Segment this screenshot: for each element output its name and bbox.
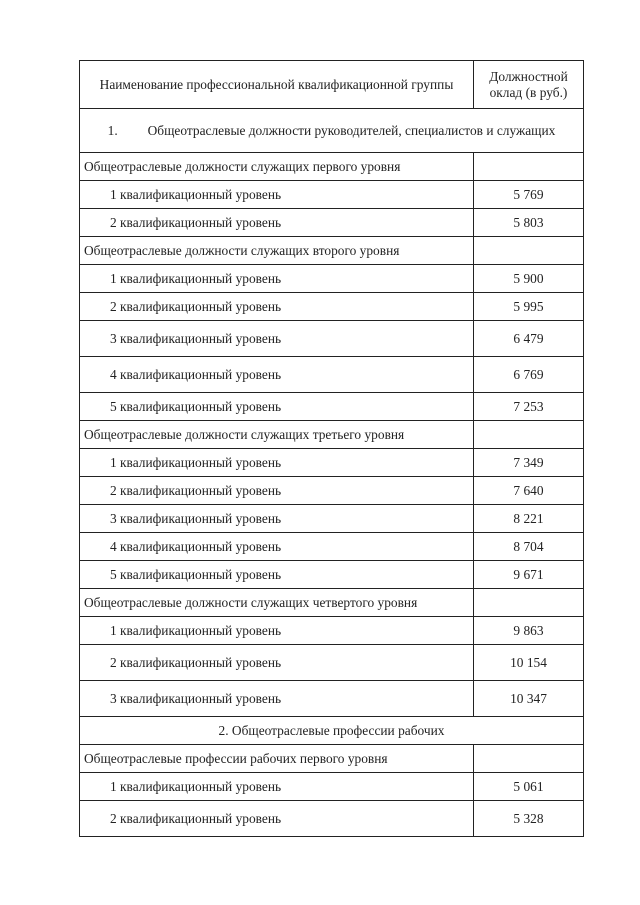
table-row <box>80 357 584 393</box>
table-row <box>80 181 584 209</box>
level-salary: 6 769 <box>474 357 584 393</box>
section-title-text: Общеотраслевые должности руководителей, специалистов и служащих <box>147 122 556 138</box>
level-name: 3 квалификационный уровень <box>80 321 474 357</box>
group-row <box>80 237 584 265</box>
level-salary: 6 479 <box>474 321 584 357</box>
level-salary: 9 863 <box>474 617 584 645</box>
level-name: 3 квалификационный уровень <box>80 505 474 533</box>
level-name: 2 квалификационный уровень <box>80 645 474 681</box>
table-row <box>80 617 584 645</box>
table-row <box>80 561 584 589</box>
section-title <box>80 109 584 153</box>
group-title: Общеотраслевые должности служащих второго уровня <box>80 237 474 265</box>
level-name: 5 квалификационный уровень <box>80 393 474 421</box>
group-salary-empty <box>474 153 584 181</box>
table-row <box>80 393 584 421</box>
level-name: 2 квалификационный уровень <box>80 293 474 321</box>
group-salary-empty <box>474 237 584 265</box>
table-header-row <box>80 61 584 109</box>
level-name: 4 квалификационный уровень <box>80 533 474 561</box>
group-salary-empty <box>474 589 584 617</box>
table-row <box>80 505 584 533</box>
group-row <box>80 153 584 181</box>
table-row <box>80 209 584 237</box>
level-salary: 7 640 <box>474 477 584 505</box>
table-row <box>80 265 584 293</box>
table-row <box>80 533 584 561</box>
table-row <box>80 449 584 477</box>
level-salary: 7 349 <box>474 449 584 477</box>
level-name: 1 квалификационный уровень <box>80 773 474 801</box>
section-title: 2. Общеотраслевые профессии рабочих <box>80 717 584 745</box>
level-salary: 9 671 <box>474 561 584 589</box>
level-salary: 5 769 <box>474 181 584 209</box>
level-name: 2 квалификационный уровень <box>80 209 474 237</box>
level-name: 1 квалификационный уровень <box>80 617 474 645</box>
table-row <box>80 773 584 801</box>
salary-table <box>79 60 584 837</box>
group-title: Общеотраслевые профессии рабочих первого уровня <box>80 745 474 773</box>
section-number: 1. <box>107 122 118 138</box>
table-row <box>80 645 584 681</box>
table-row <box>80 801 584 837</box>
level-salary: 5 995 <box>474 293 584 321</box>
level-name: 2 квалификационный уровень <box>80 477 474 505</box>
level-salary: 5 061 <box>474 773 584 801</box>
group-row <box>80 421 584 449</box>
level-name: 4 квалификационный уровень <box>80 357 474 393</box>
group-row <box>80 745 584 773</box>
level-salary: 8 221 <box>474 505 584 533</box>
group-title: Общеотраслевые должности служащих третьего уровня <box>80 421 474 449</box>
level-salary: 7 253 <box>474 393 584 421</box>
level-name: 3 квалификационный уровень <box>80 681 474 717</box>
level-name: 1 квалификационный уровень <box>80 181 474 209</box>
group-title: Общеотраслевые должности служащих первого уровня <box>80 153 474 181</box>
section-row <box>80 109 584 153</box>
group-salary-empty <box>474 745 584 773</box>
level-name: 2 квалификационный уровень <box>80 801 474 837</box>
section-row <box>80 717 584 745</box>
level-salary: 5 803 <box>474 209 584 237</box>
group-salary-empty <box>474 421 584 449</box>
group-title: Общеотраслевые должности служащих четвертого уровня <box>80 589 474 617</box>
table-row <box>80 681 584 717</box>
table-row <box>80 321 584 357</box>
level-salary: 10 154 <box>474 645 584 681</box>
group-row <box>80 589 584 617</box>
level-salary: 5 900 <box>474 265 584 293</box>
header-name-column: Наименование профессиональной квалификационной группы <box>80 61 474 109</box>
level-name: 5 квалификационный уровень <box>80 561 474 589</box>
header-salary-column: Должностной оклад (в руб.) <box>474 61 584 109</box>
level-salary: 10 347 <box>474 681 584 717</box>
table-row <box>80 477 584 505</box>
level-name: 1 квалификационный уровень <box>80 449 474 477</box>
table-row <box>80 293 584 321</box>
level-name: 1 квалификационный уровень <box>80 265 474 293</box>
level-salary: 5 328 <box>474 801 584 837</box>
level-salary: 8 704 <box>474 533 584 561</box>
